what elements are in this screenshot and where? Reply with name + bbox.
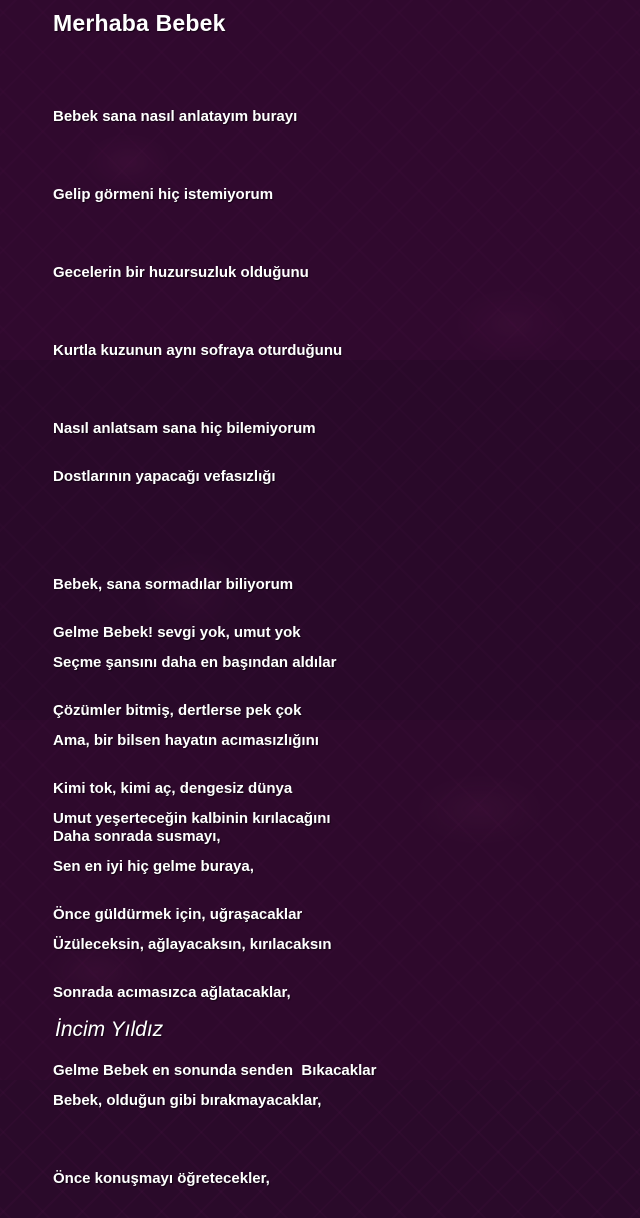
poem-title: Merhaba Bebek: [53, 10, 226, 36]
poem-line: Gelme Bebek en sonunda senden Bıkacaklar: [53, 1062, 377, 1079]
poem-line: Umut yeşerteceğin kalbinin kırılacağını: [53, 810, 331, 827]
poem-line: [53, 542, 613, 568]
poem-line: Üzüleceksin, ağlayacaksın, kırılacaksın: [53, 936, 332, 953]
poem-line: Bebek, olduğun gibi bırakmayacaklar,: [53, 1092, 322, 1109]
poem-line: Sen en iyi hiç gelme buraya,: [53, 858, 254, 875]
poem-line: Gelme Bebek! sevgi yok, umut yok: [53, 624, 301, 641]
poem-author: İncim Yıldız: [55, 1018, 164, 1041]
poem-line: Kimi tok, kimi aç, dengesiz dünya: [53, 780, 293, 797]
poem-section-3: [53, 772, 613, 1110]
poem-line: Bebek sana nasıl anlatayım burayı: [53, 108, 298, 125]
poem-line: Gecelerin bir huzursuzluk olduğunu: [53, 264, 309, 281]
poem-line: Nasıl anlatsam sana hiç bilemiyorum: [53, 420, 316, 437]
poem-line: Önce konuşmayı öğretecekler,: [53, 1170, 270, 1187]
poem-line: Ama, bir bilsen hayatın acımasızlığını: [53, 732, 319, 749]
poem-line: Gelip görmeni hiç istemiyorum: [53, 186, 274, 203]
poem-line: Dostlarının yapacağı vefasızlığı: [53, 468, 276, 485]
poem-line: Daha sonrada susmayı,: [53, 828, 221, 845]
poem-line: Kurtla kuzunun aynı sofraya oturduğunu: [53, 342, 343, 359]
poem-line: Sonrada acımasızca ağlatacaklar,: [53, 984, 291, 1001]
poem-line: Çözümler bitmiş, dertlerse pek çok: [53, 702, 302, 719]
poem-line: Seçme şansını daha en başından aldılar: [53, 654, 337, 671]
poem-line: Bebek, sana sormadılar biliyorum: [53, 576, 294, 593]
poem-line: Önce güldürmek için, uğraşacaklar: [53, 906, 303, 923]
